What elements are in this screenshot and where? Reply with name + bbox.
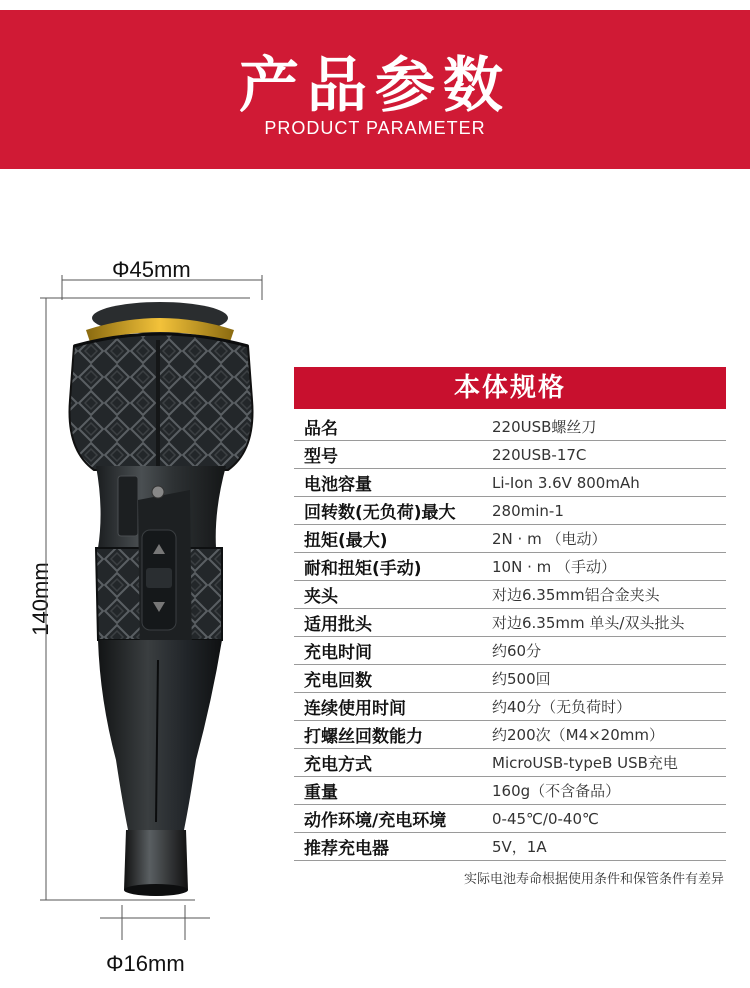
spec-row [294, 693, 726, 721]
spec-row [294, 665, 726, 693]
spec-key: 电池容量 [304, 475, 372, 495]
product-image [0, 0, 300, 988]
spec-value: Li-Ion 3.6V 800mAh [492, 473, 640, 492]
spec-row [294, 497, 726, 525]
height-label: 140mm [28, 562, 53, 636]
spec-value: 10N · m （手动） [492, 558, 616, 576]
spec-value: 约500回 [492, 670, 551, 688]
spec-value: 约200次（M4×20mm） [492, 726, 664, 744]
spec-row [294, 441, 726, 469]
spec-key: 动作环境/充电环境 [304, 811, 447, 831]
spec-header: 本体规格 [294, 367, 726, 409]
page-subtitle: PRODUCT PARAMETER [264, 118, 486, 138]
spec-row [294, 833, 726, 861]
spec-value: MicroUSB-typeB USB充电 [492, 754, 678, 772]
spec-key: 回转数(无负荷)最大 [304, 503, 456, 523]
spec-value: 280min-1 [492, 501, 564, 520]
spec-note: 实际电池寿命根据使用条件和保管条件有差异 [463, 872, 724, 887]
spec-value: 160g（不含备品） [492, 782, 621, 800]
spec-table [294, 413, 726, 861]
spec-key: 充电回数 [304, 671, 372, 691]
spec-key: 重量 [304, 783, 338, 803]
spec-row [294, 777, 726, 805]
spec-key: 充电方式 [304, 755, 372, 775]
spec-key: 连续使用时间 [304, 699, 406, 719]
spec-row [294, 553, 726, 581]
spec-key: 适用批头 [304, 615, 372, 635]
spec-key: 充电时间 [304, 643, 372, 663]
spec-value: 约60分 [492, 642, 542, 660]
spec-row [294, 805, 726, 833]
spec-row [294, 413, 726, 441]
page-title: 产品参数 [239, 51, 511, 121]
spec-key: 推荐充电器 [304, 839, 389, 859]
spec-value: 对边6.35mm 单头/双头批头 [492, 614, 685, 632]
spec-value: 2N · m （电动） [492, 530, 607, 548]
spec-key: 扭矩(最大) [304, 531, 388, 551]
spec-key: 耐和扭矩(手动) [304, 559, 422, 579]
spec-row [294, 525, 726, 553]
spec-row [294, 637, 726, 665]
spec-key: 型号 [304, 447, 338, 467]
spec-value: 220USB-17C [492, 445, 587, 464]
spec-key: 打螺丝回数能力 [304, 727, 423, 747]
tip-width-label: Φ16mm [106, 951, 185, 976]
spec-value: 0-45℃/0-40℃ [492, 809, 599, 828]
top-width-label: Φ45mm [112, 257, 191, 282]
spec-row [294, 721, 726, 749]
spec-value: 对边6.35mm铝合金夹头 [492, 586, 660, 604]
spec-row [294, 469, 726, 497]
spec-row [294, 581, 726, 609]
spec-key: 品名 [304, 419, 338, 439]
spec-key: 夹头 [304, 587, 338, 607]
spec-value: 5V，1A [492, 838, 547, 856]
spec-row [294, 749, 726, 777]
spec-value: 约40分（无负荷时） [492, 698, 632, 716]
spec-value: 220USB螺丝刀 [492, 418, 597, 436]
spec-row [294, 609, 726, 637]
